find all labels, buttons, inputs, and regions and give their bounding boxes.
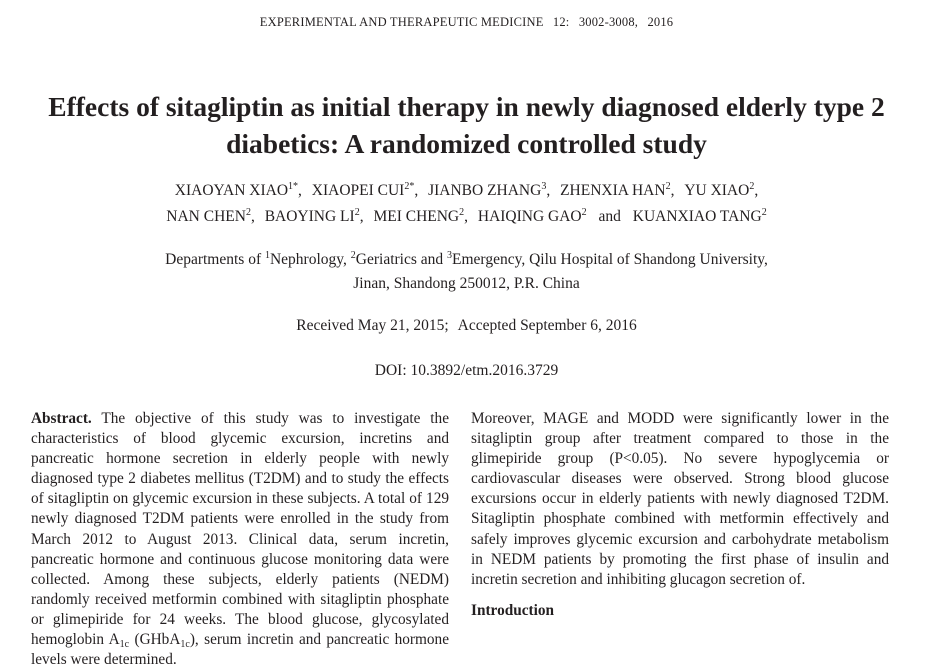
paper-title: Effects of sitagliptin as initial therapy in newly diagnosed elderly type 2 diabetics: A randomized controlled study — [48, 91, 885, 159]
journal-name: EXPERIMENTAL AND THERAPEUTIC MEDICINE — [259, 15, 544, 29]
author: ZHENXIA HAN$^2$, — [560, 181, 675, 199]
running-head — [0, 15, 933, 30]
submission-dates — [0, 317, 933, 335]
author-conjunction: and — [598, 208, 621, 225]
abstract-label: Abstract. — [31, 410, 92, 427]
author: JIANBO ZHANG$^3$, — [428, 181, 551, 199]
journal-year: 2016 — [647, 15, 674, 29]
affiliation-line-1: Departments of $^1$Nephrology, $^2$Geriatrics and $^3$Emergency, Qilu Hospital of Shandong University, — [165, 250, 768, 268]
accepted-date: Accepted September 6, 2016 — [457, 317, 637, 334]
author: HAIQING GAO$^2$ — [477, 207, 587, 225]
abstract-left-column — [31, 409, 449, 669]
author: XIAOPEI $CUI^{2*}$, — [311, 181, 419, 199]
abstract-continuation: Moreover, MAGE and MODD were significantly lower in the sitagliptin group after treatment compared to those in the glimepiride group (P<0.05). No severe hypoglycemia or cardiovascular diseases were observed. Strong blood glucose excursions occur in elderly patients with newly diagnosed T2DM. Sitagliptin phosphate combined with metformin effectively and safely improves glycemic excursion and carbohydrate metabolism in NEDM patients by promoting the first phase of insulin and incretin secretion and inhibiting glucagon secretion of. — [471, 410, 889, 588]
author: XIAOYAN $XIAO^{1*}$, — [174, 181, 302, 199]
affiliation — [0, 248, 933, 296]
author-line-2 — [0, 204, 933, 230]
abstract-right-column — [471, 409, 889, 621]
journal-volume: 12: — [552, 15, 570, 29]
author-line-1 — [0, 178, 933, 204]
affiliation-line-2: Jinan, Shandong 250012, P.R. China — [353, 275, 580, 292]
author: MEI CHENG$^2$, — [373, 207, 468, 225]
doi: DOI: 10.3892/etm.2016.3729 — [374, 362, 559, 379]
received-date: Received May 21, 2015; — [296, 317, 449, 334]
author: NAN CHEN$^2$, — [166, 207, 255, 225]
journal-pages: 3002-3008, — [578, 15, 639, 29]
abstract-paragraph: Abstract. The objective of this study was to investigate the characteristics of blood glycemic excursion, incretins and pancreatic hormone secretion in elderly people with newly diagnosed type 2 diabetes mellitus (T2DM) and to study the effects of sitagliptin on glycemic excursion in these subjects. A total of 129 newly diagnosed T2DM patients were enrolled in the study from March 2012 to August 2013. Clinical data, serum incretin, pancreatic hormone and continuous glucose monitoring data were collected. Among these subjects, elderly patients (NEDM) randomly received metformin combined with sitagliptin phosphate or glimepiride for 24 weeks. The blood glucose, glycosylated hemoglobin $A_{1c}$ (GHbA$_{1c}$), serum incretin and pancreatic hormone levels were determined. — [31, 410, 449, 669]
introduction-heading: Introduction — [471, 601, 555, 619]
author-list — [0, 178, 933, 230]
author: KUANXIAO TANG$^2$ — [632, 207, 767, 225]
author: BAOYING $LI^2$, — [264, 207, 364, 225]
author: YU XIAO$^2$, — [684, 181, 759, 199]
